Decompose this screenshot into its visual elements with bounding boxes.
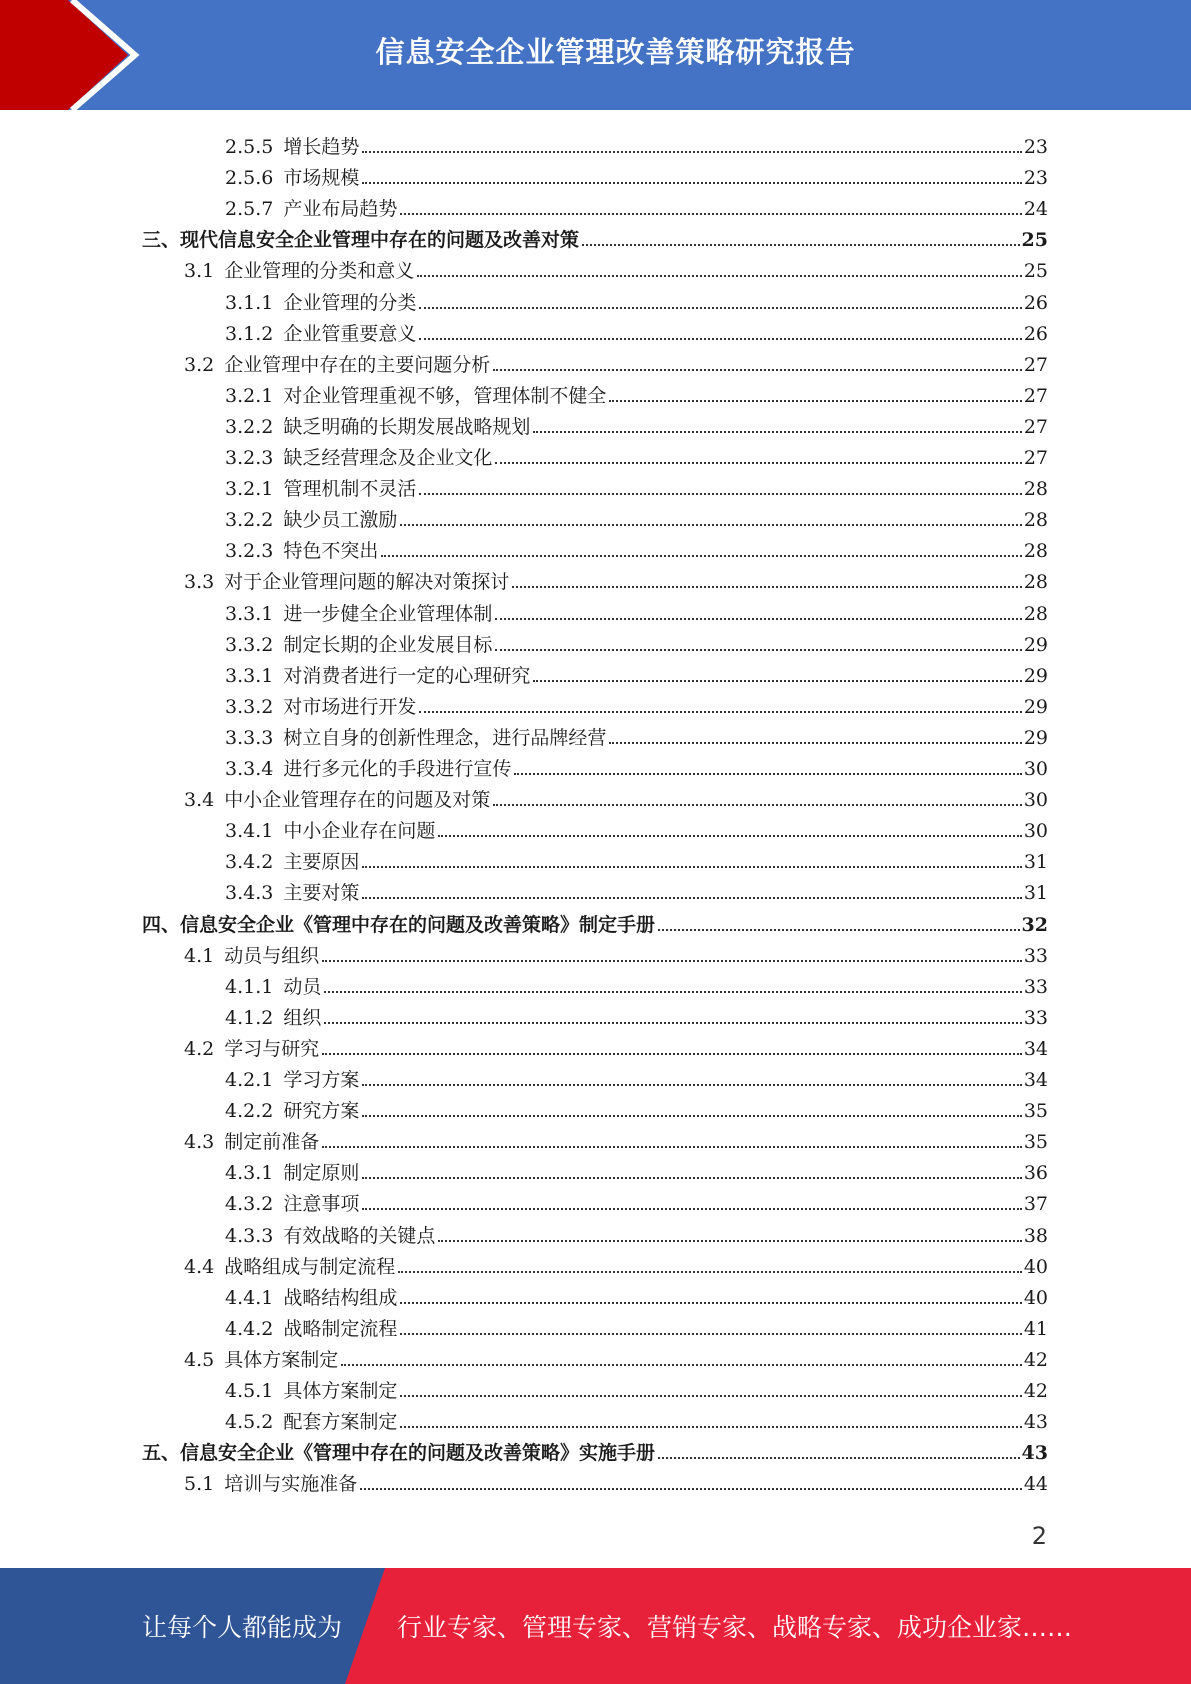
toc-entry-page: 30 bbox=[1023, 820, 1048, 843]
toc-dot-leader bbox=[362, 1208, 1021, 1210]
toc-entry-number: 3.1.2 bbox=[225, 322, 274, 345]
toc-entry-number: 3.3.2 bbox=[225, 633, 274, 656]
toc-entry-page: 26 bbox=[1023, 322, 1048, 345]
toc-entry-title: 具体方案制定 bbox=[283, 1380, 398, 1402]
toc-entry[interactable] bbox=[225, 377, 1048, 408]
toc-entry-number: 2.5.7 bbox=[225, 198, 274, 221]
footer-slogan-right: 行业专家、管理专家、营销专家、战略专家、成功企业家…… bbox=[397, 1613, 1073, 1642]
toc-entry-number: 4.4.2 bbox=[225, 1317, 274, 1340]
toc-entry-page: 25 bbox=[1023, 260, 1048, 283]
toc-entry-title: 缺乏明确的长期发展战略规划 bbox=[283, 415, 531, 438]
toc-entry-title: 对于企业管理问题的解决对策探讨 bbox=[224, 571, 510, 594]
toc-dot-leader bbox=[322, 960, 1022, 962]
toc-entry-number: 4.3.3 bbox=[225, 1224, 274, 1247]
toc-entry-page: 23 bbox=[1023, 136, 1048, 158]
toc-entry[interactable] bbox=[225, 626, 1048, 657]
toc-entry[interactable] bbox=[184, 252, 1048, 283]
toc-dot-leader bbox=[512, 586, 1022, 588]
toc-dot-leader bbox=[658, 1457, 1020, 1459]
toc-dot-leader bbox=[417, 275, 1022, 277]
toc-entry-title: 动员 bbox=[283, 975, 322, 998]
toc-entry-page: 27 bbox=[1023, 353, 1048, 376]
toc-entry-page: 30 bbox=[1023, 789, 1048, 812]
toc-dot-leader bbox=[533, 680, 1021, 682]
toc-entry[interactable] bbox=[225, 719, 1048, 750]
toc-entry[interactable] bbox=[225, 1279, 1048, 1310]
toc-entry[interactable] bbox=[225, 657, 1048, 688]
toc-dot-leader bbox=[582, 244, 1020, 246]
toc-entry-title: 有效战略的关键点 bbox=[283, 1224, 436, 1247]
toc-entry-title: 战略制定流程 bbox=[283, 1317, 398, 1340]
toc-entry-page: 29 bbox=[1023, 695, 1048, 718]
toc-entry[interactable] bbox=[142, 906, 1048, 937]
toc-entry[interactable] bbox=[184, 937, 1048, 968]
toc-entry-number: 2.5.5 bbox=[225, 136, 274, 158]
toc-entry[interactable] bbox=[225, 439, 1048, 470]
toc-entry-number: 3.4 bbox=[184, 789, 215, 812]
toc-entry-title: 制定长期的企业发展目标 bbox=[283, 633, 493, 656]
toc-dot-leader bbox=[419, 307, 1021, 309]
toc-dot-leader bbox=[658, 929, 1020, 931]
toc-entry[interactable] bbox=[225, 501, 1048, 532]
toc-entry-number: 3.1 bbox=[184, 260, 215, 283]
toc-entry-title: 管理机制不灵活 bbox=[283, 478, 417, 501]
toc-entry-title: 树立自身的创新性理念，进行品牌经营 bbox=[283, 726, 607, 749]
toc-entry-page: 25 bbox=[1021, 229, 1048, 252]
toc-entry-page: 34 bbox=[1023, 1069, 1048, 1091]
toc-entry-title: 注意事项 bbox=[283, 1193, 360, 1216]
toc-entry-title: 中小企业存在问题 bbox=[283, 820, 436, 843]
toc-entry-number: 3.2.3 bbox=[225, 447, 274, 469]
toc-dot-leader bbox=[495, 618, 1021, 620]
toc-entry[interactable] bbox=[184, 1248, 1048, 1279]
toc-entry-number: 4.5.2 bbox=[225, 1411, 274, 1434]
toc-entry-title: 战略结构组成 bbox=[283, 1286, 398, 1309]
toc-entry[interactable] bbox=[225, 968, 1048, 999]
toc-entry[interactable] bbox=[225, 1092, 1048, 1123]
toc-entry-number: 3.2.2 bbox=[225, 509, 274, 532]
toc-entry-page: 28 bbox=[1023, 478, 1048, 501]
toc-entry[interactable] bbox=[184, 563, 1048, 594]
toc-entry-page: 24 bbox=[1023, 198, 1048, 221]
toc-entry-number: 3.2.1 bbox=[225, 384, 274, 407]
toc-dot-leader bbox=[400, 1426, 1021, 1428]
toc-entry-title: 动员与组织 bbox=[224, 944, 320, 967]
toc-dot-leader bbox=[400, 524, 1021, 526]
toc-entry-number: 4.5 bbox=[184, 1348, 215, 1371]
toc-entry-number: 4.2 bbox=[184, 1037, 215, 1060]
toc-dot-leader bbox=[362, 182, 1021, 184]
toc-entry[interactable] bbox=[184, 1030, 1048, 1061]
toc-entry[interactable] bbox=[225, 1310, 1048, 1341]
toc-entry-title: 特色不突出 bbox=[283, 540, 379, 563]
toc-dot-leader bbox=[362, 151, 1021, 153]
toc-entry[interactable] bbox=[225, 1185, 1048, 1216]
toc-entry-page: 38 bbox=[1023, 1224, 1048, 1247]
toc-entry-title: 进行多元化的手段进行宣传 bbox=[283, 758, 512, 780]
toc-dot-leader bbox=[493, 369, 1022, 371]
toc-entry-number: 5.1 bbox=[184, 1473, 215, 1496]
footer-slogan-left: 让每个人都能成为 bbox=[142, 1613, 343, 1642]
toc-entry[interactable] bbox=[142, 1434, 1048, 1465]
toc-entry-number: 3.1.1 bbox=[225, 291, 274, 314]
toc-entry-number: 3.2 bbox=[184, 353, 215, 376]
toc-entry-page: 27 bbox=[1023, 384, 1048, 407]
toc-entry-number: 4.5.1 bbox=[225, 1380, 274, 1402]
toc-entry-page: 27 bbox=[1023, 447, 1048, 469]
toc-dot-leader bbox=[533, 431, 1021, 433]
toc-dot-leader bbox=[419, 711, 1021, 713]
toc-dot-leader bbox=[324, 991, 1021, 993]
toc-entry-page: 33 bbox=[1023, 1006, 1048, 1029]
toc-entry-page: 31 bbox=[1023, 851, 1048, 874]
toc-entry[interactable] bbox=[225, 128, 1048, 159]
toc-entry-number: 4.2.2 bbox=[225, 1100, 274, 1123]
toc-entry-title: 战略组成与制定流程 bbox=[224, 1255, 396, 1278]
toc-dot-leader bbox=[362, 866, 1021, 868]
toc-dot-leader bbox=[438, 1240, 1021, 1242]
toc-dot-leader bbox=[341, 1364, 1022, 1366]
toc-entry-page: 40 bbox=[1023, 1286, 1048, 1309]
toc-dot-leader bbox=[493, 804, 1022, 806]
toc-entry[interactable] bbox=[225, 284, 1048, 315]
toc-entry-number: 2.5.6 bbox=[225, 167, 274, 190]
toc-entry-title: 对消费者进行一定的心理研究 bbox=[283, 664, 531, 687]
toc-entry[interactable] bbox=[184, 1123, 1048, 1154]
toc-entry-number: 3.2.2 bbox=[225, 415, 274, 438]
toc-entry-number: 4.1.1 bbox=[225, 975, 274, 998]
toc-dot-leader bbox=[360, 1488, 1022, 1490]
toc-entry-title: 研究方案 bbox=[283, 1100, 360, 1123]
toc-entry-page: 29 bbox=[1023, 726, 1048, 749]
toc-entry-page: 33 bbox=[1023, 975, 1048, 998]
toc-dot-leader bbox=[322, 1053, 1022, 1055]
toc-entry[interactable] bbox=[225, 408, 1048, 439]
toc-entry[interactable] bbox=[225, 315, 1048, 346]
toc-entry[interactable] bbox=[225, 1403, 1048, 1434]
toc-entry-page: 30 bbox=[1023, 758, 1048, 780]
toc-entry-title: 中小企业管理存在的问题及对策 bbox=[224, 789, 491, 812]
toc-entry-number: 3.4.2 bbox=[225, 851, 274, 874]
page-footer bbox=[0, 1568, 1191, 1684]
toc-entry-page: 28 bbox=[1023, 509, 1048, 532]
toc-entry-title: 企业管理的分类 bbox=[283, 291, 417, 314]
toc-entry[interactable] bbox=[225, 750, 1048, 781]
toc-dot-leader bbox=[324, 1022, 1021, 1024]
toc-entry-title: 组织 bbox=[283, 1006, 322, 1029]
toc-dot-leader bbox=[400, 1333, 1021, 1335]
toc-entry-page: 34 bbox=[1023, 1037, 1048, 1060]
toc-entry-number: 3.4.3 bbox=[225, 882, 274, 905]
toc-entry-title: 制定原则 bbox=[283, 1162, 360, 1185]
toc-entry-page: 28 bbox=[1023, 540, 1048, 563]
toc-dot-leader bbox=[495, 649, 1021, 651]
toc-entry-number: 4.3.2 bbox=[225, 1193, 274, 1216]
toc-dot-leader bbox=[362, 1115, 1021, 1117]
toc-entry-title: 企业管理的分类和意义 bbox=[224, 260, 415, 283]
toc-entry-number: 4.2.1 bbox=[225, 1069, 274, 1091]
toc-entry[interactable] bbox=[225, 812, 1048, 843]
toc-entry-number: 3.2.3 bbox=[225, 540, 274, 563]
toc-entry-number: 3.3.4 bbox=[225, 758, 274, 780]
toc-entry-page: 41 bbox=[1023, 1317, 1048, 1340]
toc-entry-number: 3.3.2 bbox=[225, 695, 274, 718]
toc-entry-page: 44 bbox=[1023, 1473, 1048, 1496]
toc-entry[interactable] bbox=[225, 843, 1048, 874]
toc-entry[interactable] bbox=[225, 1372, 1048, 1403]
toc-entry-title: 配套方案制定 bbox=[283, 1411, 398, 1434]
toc-entry-title: 市场规模 bbox=[283, 167, 360, 190]
toc-entry[interactable] bbox=[184, 346, 1048, 377]
toc-entry-title: 具体方案制定 bbox=[224, 1348, 339, 1371]
toc-entry-page: 42 bbox=[1023, 1348, 1048, 1371]
toc-entry[interactable] bbox=[225, 595, 1048, 626]
toc-entry-number: 3.3.1 bbox=[225, 602, 274, 625]
toc-dot-leader bbox=[400, 1302, 1021, 1304]
toc-entry[interactable] bbox=[225, 1217, 1048, 1248]
toc-entry-page: 28 bbox=[1023, 602, 1048, 625]
toc-dot-leader bbox=[438, 835, 1021, 837]
toc-dot-leader bbox=[514, 773, 1021, 775]
toc-dot-leader bbox=[400, 1395, 1021, 1397]
toc-dot-leader bbox=[362, 897, 1021, 899]
toc-entry-page: 35 bbox=[1023, 1131, 1048, 1154]
toc-entry-page: 28 bbox=[1023, 571, 1048, 594]
toc-entry[interactable] bbox=[225, 999, 1048, 1030]
toc-entry-title: 培训与实施准备 bbox=[224, 1473, 358, 1496]
toc-entry-number: 3.2.1 bbox=[225, 478, 274, 501]
toc-dot-leader bbox=[362, 1177, 1021, 1179]
toc-entry-title: 企业管理中存在的主要问题分析 bbox=[224, 353, 491, 376]
toc-entry[interactable] bbox=[225, 1154, 1048, 1185]
toc-entry[interactable] bbox=[225, 1061, 1048, 1092]
toc-entry-title: 企业管重要意义 bbox=[283, 322, 417, 345]
toc-dot-leader bbox=[419, 493, 1021, 495]
toc-dot-leader bbox=[398, 1271, 1022, 1273]
toc-entry-title: 四、信息安全企业《管理中存在的问题及改善策略》制定手册 bbox=[142, 913, 656, 936]
toc-entry[interactable] bbox=[184, 1341, 1048, 1372]
toc-dot-leader bbox=[381, 555, 1021, 557]
toc-entry[interactable] bbox=[225, 688, 1048, 719]
toc-entry[interactable] bbox=[225, 874, 1048, 905]
toc-dot-leader bbox=[322, 1146, 1022, 1148]
toc-entry[interactable] bbox=[225, 470, 1048, 501]
toc-entry-number: 3.4.1 bbox=[225, 820, 274, 843]
toc-entry-title: 三、现代信息安全企业管理中存在的问题及改善对策 bbox=[142, 229, 580, 252]
toc-entry-title: 进一步健全企业管理体制 bbox=[283, 602, 493, 625]
toc-entry[interactable] bbox=[184, 781, 1048, 812]
toc-entry[interactable] bbox=[184, 1465, 1048, 1496]
toc-entry[interactable] bbox=[225, 159, 1048, 190]
toc-entry-page: 36 bbox=[1023, 1162, 1048, 1185]
toc-entry[interactable] bbox=[225, 532, 1048, 563]
toc-entry-title: 学习与研究 bbox=[224, 1037, 320, 1060]
toc-entry-title: 产业布局趋势 bbox=[283, 198, 398, 221]
toc-entry-number: 3.3.3 bbox=[225, 726, 274, 749]
toc-entry-page: 35 bbox=[1023, 1100, 1048, 1123]
toc-entry-number: 3.3.1 bbox=[225, 664, 274, 687]
toc-entry-title: 学习方案 bbox=[283, 1069, 360, 1091]
toc-entry-number: 4.1 bbox=[184, 944, 215, 967]
toc-entry-page: 26 bbox=[1023, 291, 1048, 314]
toc-entry-number: 4.4 bbox=[184, 1255, 215, 1278]
toc-entry-page: 31 bbox=[1023, 882, 1048, 905]
toc-entry[interactable] bbox=[142, 221, 1048, 252]
toc-entry-page: 43 bbox=[1023, 1411, 1048, 1434]
toc-entry-page: 29 bbox=[1023, 664, 1048, 687]
toc-entry-number: 4.1.2 bbox=[225, 1006, 274, 1029]
toc-entry-number: 4.3 bbox=[184, 1131, 215, 1154]
toc-dot-leader bbox=[609, 742, 1021, 744]
toc-entry-page: 32 bbox=[1021, 913, 1048, 936]
toc-dot-leader bbox=[419, 338, 1021, 340]
toc-entry-number: 3.3 bbox=[184, 571, 215, 594]
toc-dot-leader bbox=[400, 213, 1021, 215]
toc-entry-title: 制定前准备 bbox=[224, 1131, 320, 1154]
toc-entry[interactable] bbox=[225, 190, 1048, 221]
toc-entry-number: 4.4.1 bbox=[225, 1286, 274, 1309]
toc-entry-title: 五、信息安全企业《管理中存在的问题及改善策略》实施手册 bbox=[142, 1442, 656, 1465]
toc-entry-title: 对市场进行开发 bbox=[283, 695, 417, 718]
toc-entry-page: 37 bbox=[1023, 1193, 1048, 1216]
toc-dot-leader bbox=[609, 400, 1021, 402]
toc-entry-title: 主要对策 bbox=[283, 882, 360, 905]
page-header bbox=[0, 0, 1191, 110]
toc-dot-leader bbox=[362, 1084, 1021, 1086]
toc-entry-title: 缺乏经营理念及企业文化 bbox=[283, 447, 493, 469]
toc-entry-page: 27 bbox=[1023, 415, 1048, 438]
toc-entry-page: 23 bbox=[1023, 167, 1048, 190]
page-number: 2 bbox=[1031, 1522, 1047, 1550]
toc-entry-title: 缺少员工激励 bbox=[283, 509, 398, 532]
toc-entry-page: 43 bbox=[1021, 1442, 1048, 1465]
toc-entry-number: 4.3.1 bbox=[225, 1162, 274, 1185]
report-title: 信息安全企业管理改善策略研究报告 bbox=[375, 35, 856, 69]
toc-entry-page: 29 bbox=[1023, 633, 1048, 656]
toc-entry-page: 40 bbox=[1023, 1255, 1048, 1278]
toc-entry-title: 主要原因 bbox=[283, 851, 360, 874]
toc-entry-page: 33 bbox=[1023, 944, 1048, 967]
toc-entry-title: 增长趋势 bbox=[283, 136, 360, 158]
toc-entry-title: 对企业管理重视不够，管理体制不健全 bbox=[283, 384, 607, 407]
toc-entry-page: 42 bbox=[1023, 1380, 1048, 1402]
toc-dot-leader bbox=[495, 462, 1021, 464]
